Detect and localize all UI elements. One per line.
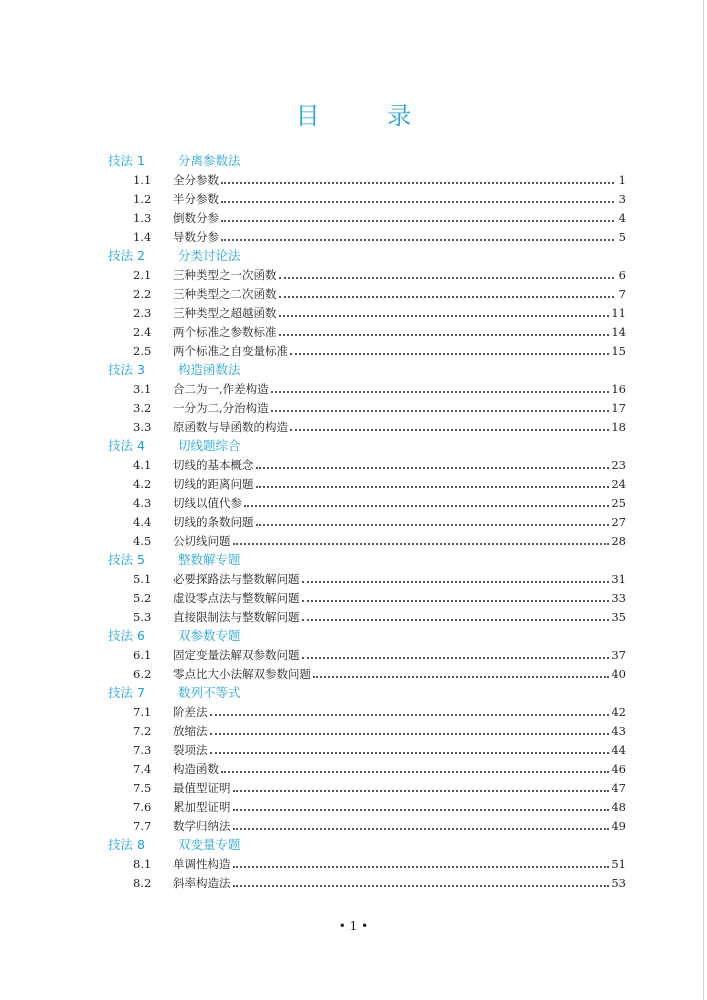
page-number-ref: 35: [611, 610, 626, 624]
section-number: 5.1: [133, 572, 152, 586]
section-number: 7.6: [133, 800, 152, 814]
section-title: 合二为一,作差构造: [173, 382, 269, 396]
toc-entry[interactable]: [108, 169, 626, 188]
dot-leader: [221, 201, 614, 203]
dot-leader: [271, 410, 610, 412]
section-title: 两个标准之自变量标准: [173, 344, 288, 358]
chapter-label: 技法 8: [108, 836, 145, 852]
section-number: 4.3: [133, 496, 152, 510]
chapter-heading[interactable]: [108, 245, 626, 264]
section-number: 7.2: [133, 724, 152, 738]
page-number-ref: 4: [618, 211, 626, 225]
toc-entry[interactable]: [108, 264, 626, 283]
toc-entry[interactable]: [108, 492, 626, 511]
page-number-ref: 15: [611, 344, 626, 358]
section-title: 两个标准之参数标准: [173, 325, 277, 339]
toc-entry[interactable]: [108, 701, 626, 720]
page-number-ref: 3: [618, 192, 626, 206]
toc-entry[interactable]: [108, 530, 626, 549]
chapter-label: 技法 4: [108, 437, 145, 453]
page-number-ref: 28: [611, 534, 626, 548]
toc-entry[interactable]: [108, 321, 626, 340]
toc-entry[interactable]: [108, 739, 626, 758]
dot-leader: [221, 220, 614, 222]
toc-entry[interactable]: [108, 226, 626, 245]
dot-leader: [302, 619, 610, 621]
toc-entry[interactable]: [108, 454, 626, 473]
toc-entry[interactable]: [108, 587, 626, 606]
dot-leader: [210, 752, 610, 754]
page-number-ref: 6: [618, 268, 626, 282]
toc-entry[interactable]: [108, 340, 626, 359]
dot-leader: [256, 467, 610, 469]
toc-entry[interactable]: [108, 397, 626, 416]
page-number-ref: 11: [611, 306, 626, 320]
chapter-heading[interactable]: [108, 682, 626, 701]
page-number-ref: 24: [611, 477, 626, 491]
dot-leader: [271, 391, 610, 393]
chapter-title: 分离参数法: [178, 152, 241, 168]
section-title: 切线的条数问题: [173, 515, 254, 529]
section-title: 虚设零点法与整数解问题: [173, 591, 300, 605]
section-number: 7.1: [133, 705, 152, 719]
chapter-title: 双变量专题: [178, 836, 241, 852]
toc-entry[interactable]: [108, 720, 626, 739]
page-number-ref: 33: [611, 591, 626, 605]
section-number: 1.1: [133, 173, 152, 187]
section-number: 2.4: [133, 325, 152, 339]
chapter-title: 分类讨论法: [178, 247, 241, 263]
toc-entry[interactable]: [108, 188, 626, 207]
section-number: 6.1: [133, 648, 152, 662]
chapter-heading[interactable]: [108, 150, 626, 169]
chapter-heading[interactable]: [108, 549, 626, 568]
chapter-title: 双参数专题: [178, 627, 241, 643]
toc-entry[interactable]: [108, 473, 626, 492]
dot-leader: [244, 505, 609, 507]
section-number: 3.3: [133, 420, 152, 434]
section-title: 阶差法: [173, 705, 208, 719]
page-number-ref: 7: [618, 287, 626, 301]
toc-entry[interactable]: [108, 663, 626, 682]
section-title: 导数分参: [173, 230, 219, 244]
page-number-ref: 14: [611, 325, 626, 339]
section-title: 裂项法: [173, 743, 208, 757]
section-title: 公切线问题: [173, 534, 231, 548]
section-number: 2.3: [133, 306, 152, 320]
page-edge: [703, 0, 704, 1000]
section-number: 5.2: [133, 591, 152, 605]
page-number-ref: 44: [611, 743, 626, 757]
chapter-title: 数列不等式: [178, 684, 241, 700]
toc-entry[interactable]: [108, 644, 626, 663]
page-number-ref: 47: [611, 781, 626, 795]
dot-leader: [302, 581, 610, 583]
page-number-ref: 27: [611, 515, 626, 529]
chapter-title: 构造函数法: [178, 361, 241, 377]
section-number: 3.2: [133, 401, 152, 415]
section-number: 7.4: [133, 762, 152, 776]
toc-entry[interactable]: [108, 416, 626, 435]
section-title: 单调性构造: [173, 857, 231, 871]
section-title: 构造函数: [173, 762, 219, 776]
page-number-ref: 40: [611, 667, 626, 681]
page-number-ref: 49: [611, 819, 626, 833]
section-number: 6.2: [133, 667, 152, 681]
dot-leader: [279, 334, 610, 336]
section-title: 三种类型之超越函数: [173, 306, 277, 320]
page-number-ref: 31: [611, 572, 626, 586]
section-title: 切线的基本概念: [173, 458, 254, 472]
dot-leader: [256, 524, 610, 526]
chapter-label: 技法 3: [108, 361, 145, 377]
section-title: 三种类型之二次函数: [173, 287, 277, 301]
section-number: 8.1: [133, 857, 152, 871]
toc-entry[interactable]: [108, 872, 626, 891]
section-title: 最值型证明: [173, 781, 231, 795]
page-number-ref: 5: [618, 230, 626, 244]
dot-leader: [221, 182, 614, 184]
dot-leader: [302, 657, 610, 659]
page-number-ref: 48: [611, 800, 626, 814]
dot-leader: [233, 866, 610, 868]
chapter-label: 技法 1: [108, 152, 145, 168]
section-number: 3.1: [133, 382, 152, 396]
page-number-ref: 1: [618, 173, 626, 187]
section-number: 2.2: [133, 287, 152, 301]
section-number: 1.3: [133, 211, 152, 225]
section-number: 4.4: [133, 515, 152, 529]
chapter-title: 整数解专题: [178, 551, 241, 567]
dot-leader: [279, 277, 615, 279]
dot-leader: [233, 543, 610, 545]
section-number: 4.5: [133, 534, 152, 548]
chapter-label: 技法 7: [108, 684, 145, 700]
toc-entry[interactable]: [108, 207, 626, 226]
dot-leader: [302, 600, 610, 602]
page-number-ref: 43: [611, 724, 626, 738]
section-number: 2.5: [133, 344, 152, 358]
dot-leader: [233, 828, 610, 830]
section-title: 零点比大小法解双参数问题: [173, 667, 311, 681]
section-number: 5.3: [133, 610, 152, 624]
section-number: 1.4: [133, 230, 152, 244]
toc-entry[interactable]: [108, 853, 626, 872]
section-number: 2.1: [133, 268, 152, 282]
toc-entry[interactable]: [108, 302, 626, 321]
dot-leader: [210, 714, 610, 716]
page-number-ref: 42: [611, 705, 626, 719]
chapter-title: 切线题综合: [178, 437, 241, 453]
page-number-ref: 53: [611, 876, 626, 890]
toc-entry[interactable]: [108, 796, 626, 815]
section-title: 直接限制法与整数解问题: [173, 610, 300, 624]
section-number: 4.1: [133, 458, 152, 472]
page-number-ref: 37: [611, 648, 626, 662]
page-number-ref: 18: [611, 420, 626, 434]
section-title: 全分参数: [173, 173, 219, 187]
section-title: 放缩法: [173, 724, 208, 738]
dot-leader: [221, 771, 609, 773]
chapter-heading[interactable]: [108, 625, 626, 644]
section-title: 三种类型之一次函数: [173, 268, 277, 282]
chapter-label: 技法 5: [108, 551, 145, 567]
dot-leader: [290, 353, 609, 355]
section-title: 一分为二,分治构造: [173, 401, 269, 415]
section-number: 4.2: [133, 477, 152, 491]
dot-leader: [233, 790, 610, 792]
table-of-contents: [108, 150, 626, 891]
section-number: 1.2: [133, 192, 152, 206]
section-title: 必要探路法与整数解问题: [173, 572, 300, 586]
chapter-heading[interactable]: [108, 834, 626, 853]
chapter-label: 技法 2: [108, 247, 145, 263]
section-title: 切线的距离问题: [173, 477, 254, 491]
toc-entry[interactable]: [108, 283, 626, 302]
page-number-ref: 16: [611, 382, 626, 396]
section-title: 半分参数: [173, 192, 219, 206]
dot-leader: [313, 676, 609, 678]
chapter-label: 技法 6: [108, 627, 145, 643]
toc-entry[interactable]: [108, 378, 626, 397]
page-number-ref: 51: [611, 857, 626, 871]
dot-leader: [233, 885, 610, 887]
section-title: 原函数与导函数的构造: [173, 420, 288, 434]
section-title: 切线以值代参: [173, 496, 242, 510]
page-number-ref: 25: [611, 496, 626, 510]
chapter-heading[interactable]: [108, 435, 626, 454]
toc-entry[interactable]: [108, 606, 626, 625]
toc-entry[interactable]: [108, 758, 626, 777]
section-title: 固定变量法解双参数问题: [173, 648, 300, 662]
dot-leader: [290, 429, 609, 431]
page-number: • 1 •: [338, 919, 369, 933]
chapter-heading[interactable]: [108, 359, 626, 378]
dot-leader: [279, 296, 615, 298]
section-title: 倒数分参: [173, 211, 219, 225]
toc-entry[interactable]: [108, 815, 626, 834]
toc-entry[interactable]: [108, 777, 626, 796]
page-title: 目 录: [295, 102, 442, 130]
section-title: 数学归纳法: [173, 819, 231, 833]
section-number: 7.3: [133, 743, 152, 757]
toc-entry[interactable]: [108, 511, 626, 530]
section-title: 斜率构造法: [173, 876, 231, 890]
page-number-ref: 17: [611, 401, 626, 415]
toc-entry[interactable]: [108, 568, 626, 587]
section-number: 7.5: [133, 781, 152, 795]
dot-leader: [233, 809, 610, 811]
dot-leader: [210, 733, 610, 735]
section-number: 7.7: [133, 819, 152, 833]
page-number-ref: 23: [611, 458, 626, 472]
section-number: 8.2: [133, 876, 152, 890]
dot-leader: [256, 486, 610, 488]
dot-leader: [279, 315, 610, 317]
dot-leader: [221, 239, 614, 241]
page-number-ref: 46: [611, 762, 626, 776]
section-title: 累加型证明: [173, 800, 231, 814]
